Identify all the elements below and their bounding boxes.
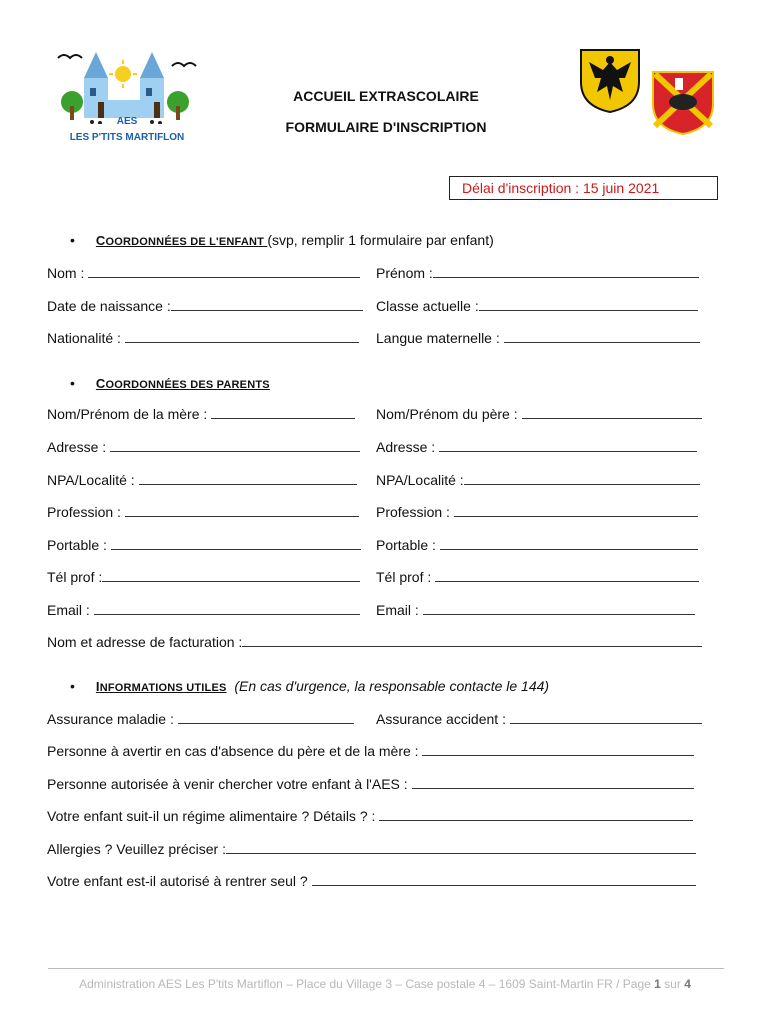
field-child-nom[interactable]: Nom : [47,265,360,281]
section-info-note: (En cas d'urgence, la responsable contacte le 144) [234,678,550,694]
field-mother-name[interactable]: Nom/Prénom de la mère : [47,406,355,422]
field-billing[interactable]: Nom et adresse de facturation : [47,634,702,650]
field-health-insurance[interactable]: Assurance maladie : [47,711,354,727]
field-pickup-person[interactable]: Personne autorisée à venir chercher votre enfant à l'AES : [47,776,694,792]
field-father-address[interactable]: Adresse : [376,439,697,455]
field-go-home-alone[interactable]: Votre enfant est-il autorisé à rentrer seul ? [47,873,696,889]
field-father-mobile[interactable]: Portable : [376,537,698,553]
field-allergies[interactable]: Allergies ? Veuillez préciser : [47,841,696,857]
field-birthdate[interactable]: Date de naissance : [47,298,363,314]
field-mother-workphone[interactable]: Tél prof : [47,569,360,585]
deadline-box: Délai d'inscription : 15 juin 2021 [449,176,718,200]
section-child-heading: • COORDONNÉES DE L'ENFANT (svp, remplir 1 formulaire par enfant) [70,232,494,248]
field-father-workphone[interactable]: Tél prof : [376,569,699,585]
logo-text: AES [116,116,138,127]
field-emergency-contact[interactable]: Personne à avertir en cas d'absence du père et de la mère : [47,743,694,759]
bullet-icon: • [70,678,75,694]
field-father-profession[interactable]: Profession : [376,504,698,520]
field-nationality[interactable]: Nationalité : [47,330,359,346]
field-father-email[interactable]: Email : [376,602,695,618]
bullet-icon: • [70,375,75,391]
section-info-heading: • INFORMATIONS UTILES (En cas d'urgence, la responsable contacte le 144) [70,678,550,694]
field-mother-mobile[interactable]: Portable : [47,537,361,553]
logo-houses-icon [52,44,202,124]
field-mother-email[interactable]: Email : [47,602,360,618]
section-parents-heading: • COORDONNÉES DES PARENTS [70,375,270,391]
logo [52,44,202,148]
field-accident-insurance[interactable]: Assurance accident : [376,711,702,727]
field-mother-address[interactable]: Adresse : [47,439,360,455]
bullet-icon: • [70,232,75,248]
field-mother-profession[interactable]: Profession : [47,504,359,520]
field-father-npa[interactable]: NPA/Localité : [376,472,700,488]
field-father-name[interactable]: Nom/Prénom du père : [376,406,702,422]
page-footer: Administration AES Les P'tits Martiflon – Place du Village 3 – Case postale 4 – 1609 Saint-Martin FR / Page 1 sur 4 [79,977,691,991]
field-diet[interactable]: Votre enfant suit-il un régime alimentaire ? Détails ? : [47,808,693,824]
section-child-note: (svp, remplir 1 formulaire par enfant) [267,232,494,248]
coat-of-arms-eagle-icon [579,48,641,114]
logo-subtitle: LES P'TITS MARTIFLON [69,132,185,143]
footer-divider [48,968,724,969]
coat-of-arms-boar-icon [651,70,715,136]
field-child-prenom[interactable]: Prénom : [376,265,699,281]
page-subtitle: FORMULAIRE D'INSCRIPTION [285,119,487,135]
field-class[interactable]: Classe actuelle : [376,298,698,314]
field-mother-npa[interactable]: NPA/Localité : [47,472,357,488]
page-title: ACCUEIL EXTRASCOLAIRE [293,88,479,104]
field-language[interactable]: Langue maternelle : [376,330,700,346]
